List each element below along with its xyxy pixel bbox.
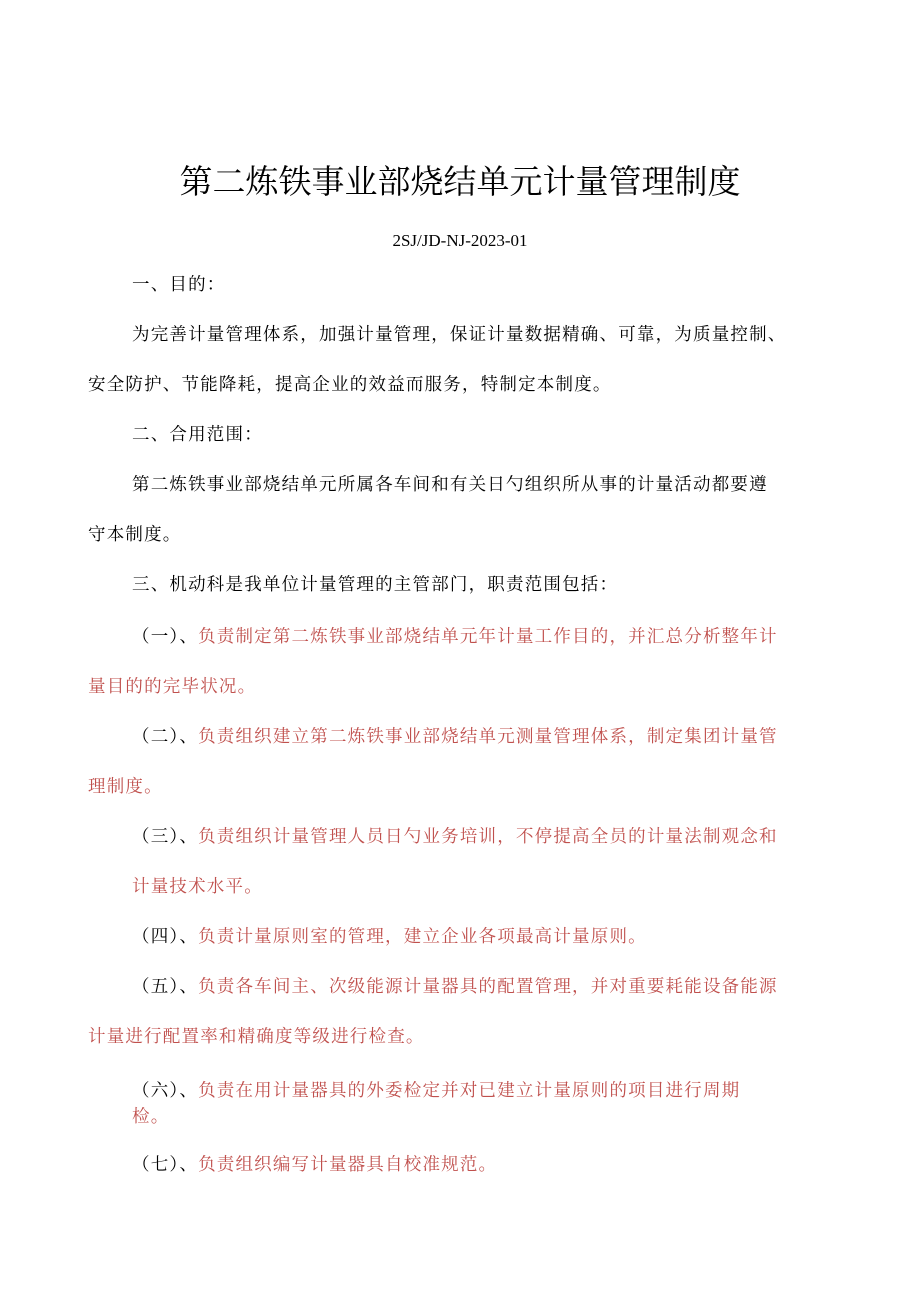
duty-item-6-text: 负责在用计量器具的外委检定并对已建立计量原则的项目进行周期 [198,1081,741,1101]
scope-text-line-1: 第二炼铁事业部烧结单元所属各车间和有关日勺组织所从事的计量活动都要遵 [132,475,768,495]
purpose-heading: 一、目的： [132,275,226,295]
duty-item-7-label: （七）、 [132,1155,199,1175]
document-title: 第二炼铁事业部烧结单元计量管理制度 [179,162,741,201]
purpose-text-line-1: 为完善计量管理体系，加强计量管理，保证计量数据精确、可靠，为质量控制、 [132,325,787,345]
duty-item-3-text: 负责组织计量管理人员日勺业务培训，不停提高全员的计量法制观念和 [198,827,778,847]
duty-item-7-text: 负责组织编写计量器具自校准规范。 [198,1155,498,1175]
purpose-text-line-2: 安全防护、节能降耗，提高企业的效益而服务，特制定本制度。 [88,375,612,395]
duty-item-2-text: 负责组织建立第二炼铁事业部烧结单元测量管理体系，制定集团计量管 [198,727,778,747]
duty-item-2-line-1 [132,724,778,750]
duty-item-1-line-1 [132,624,778,650]
scope-text-line-2: 守本制度。 [88,525,182,545]
duty-item-6-line-1 [132,1078,740,1104]
duty-item-5-line-1 [132,974,778,1000]
duty-heading: 三、机动科是我单位计量管理的主管部门，职责范围包括： [132,575,619,595]
duty-item-4-line-1 [132,924,647,950]
duty-item-5-line-2: 计量进行配置率和精确度等级进行检查。 [88,1027,425,1047]
duty-item-6-label: （六）、 [132,1081,199,1101]
duty-item-1-text: 负责制定第二炼铁事业部烧结单元年计量工作目的，并汇总分析整年计 [198,627,778,647]
duty-item-1-line-2: 量目的的完毕状况。 [88,677,257,697]
duty-item-4-label: （四）、 [132,927,199,947]
duty-item-5-text: 负责各车间主、次级能源计量器具的配置管理，并对重要耗能设备能源 [198,977,778,997]
duty-item-6-line-2: 检。 [132,1107,170,1127]
duty-item-7-line-1 [132,1152,497,1178]
duty-item-3-line-2: 计量技术水平。 [132,877,263,897]
duty-item-2-label: （二）、 [132,727,199,747]
duty-item-3-label: （三）、 [132,827,199,847]
duty-item-5-label: （五）、 [132,977,199,997]
document-code: 2SJ/JD-NJ-2023-01 [392,231,528,250]
duty-item-1-label: （一）、 [132,627,199,647]
scope-heading: 二、合用范围： [132,425,263,445]
duty-item-4-text: 负责计量原则室的管理，建立企业各项最高计量原则。 [198,927,647,947]
duty-item-3-line-1 [132,824,778,850]
duty-item-2-line-2: 理制度。 [88,777,163,797]
